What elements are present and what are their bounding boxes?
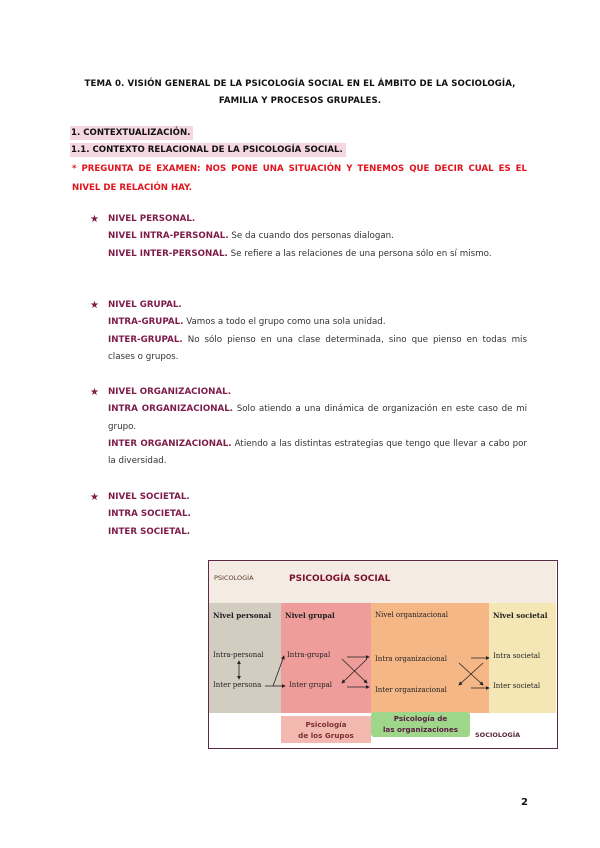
term-text: No sólo pienso en una clase determinada, sino que pienso en todas mis clases o grupos. xyxy=(108,334,527,362)
star-bullet-icon: ★ xyxy=(90,214,99,225)
title-line-2: FAMILIA Y PROCESOS GRUPALES. xyxy=(218,95,382,106)
section-nivel-personal xyxy=(90,211,527,263)
column-inter: Inter societal xyxy=(493,682,541,690)
definition-inter-grupal xyxy=(108,332,527,367)
page-number: 2 xyxy=(521,797,528,808)
heading-contexto-relacional: 1.1. CONTEXTO RELACIONAL DE LA PSICOLOGÍA SOCIAL. xyxy=(70,143,346,157)
definition-inter-societal xyxy=(108,524,527,541)
term-label: INTRA ORGANIZACIONAL. xyxy=(108,404,234,415)
term-label: INTRA-GRUPAL. xyxy=(108,317,184,328)
label-psicologia: PSICOLOGÍA xyxy=(214,574,254,582)
column-inter: Inter grupal xyxy=(289,681,333,689)
column-header: Nivel organizacional xyxy=(375,611,449,619)
term-label: INTRA SOCIETAL. xyxy=(108,509,191,520)
column-header: Nivel societal xyxy=(493,611,548,620)
column-intra: Intra-personal xyxy=(213,651,264,659)
term-text: Vamos a todo el grupo como una sola unidad. xyxy=(183,317,386,328)
box-line: de los Grupos xyxy=(298,731,354,740)
section-nivel-societal xyxy=(90,489,527,541)
section-title: NIVEL SOCIETAL. xyxy=(108,492,190,502)
definition-intra-grupal xyxy=(108,314,527,331)
section-title: NIVEL ORGANIZACIONAL. xyxy=(108,387,231,397)
page-title xyxy=(60,76,540,109)
section-nivel-organizacional xyxy=(90,384,527,470)
arrow-diagonal-icon xyxy=(265,656,284,686)
definition-inter-personal xyxy=(108,246,527,263)
definition-intra-organizacional xyxy=(108,401,527,436)
label-sociologia: SOCIOLOGÍA xyxy=(475,731,521,739)
column-inter: Inter persona xyxy=(213,681,262,689)
box-line: Psicología xyxy=(305,720,347,729)
heading-contextualizacion: 1. CONTEXTUALIZACIÓN. xyxy=(70,126,193,140)
term-text: Se da cuando dos personas dialogan. xyxy=(228,231,394,242)
term-label: INTER ORGANIZACIONAL. xyxy=(108,438,232,449)
box-psicologia-grupos xyxy=(281,716,371,743)
box-line: Psicología de xyxy=(393,714,448,723)
term-label: INTER-GRUPAL. xyxy=(108,334,183,345)
term-text: Solo atiendo a una dinámica de organización en este caso de mi grupo. xyxy=(108,404,528,432)
box-psicologia-organizaciones xyxy=(371,712,470,737)
section-title: NIVEL PERSONAL. xyxy=(108,214,196,224)
exam-note: * PREGUNTA DE EXAMEN: NOS PONE UNA SITUACIÓN Y TENEMOS QUE DECIR CUAL ES EL NIVEL DE RELACIÓN HAY. xyxy=(72,164,527,193)
definition-inter-organizacional xyxy=(108,436,527,471)
levels-diagram xyxy=(208,560,558,749)
term-label: NIVEL INTER-PERSONAL. xyxy=(108,248,228,259)
column-header: Nivel grupal xyxy=(285,611,335,620)
definition-intra-societal xyxy=(108,506,527,523)
title-line-1: TEMA 0. VISIÓN GENERAL DE LA PSICOLOGÍA SOCIAL EN EL ÁMBITO DE LA SOCIOLOGÍA, xyxy=(84,79,516,89)
star-bullet-icon: ★ xyxy=(90,300,99,311)
star-bullet-icon: ★ xyxy=(90,492,99,503)
column-intra: Intra societal xyxy=(493,652,541,660)
star-bullet-icon: ★ xyxy=(90,387,99,398)
section-nivel-grupal xyxy=(90,297,527,366)
term-label: INTER SOCIETAL. xyxy=(108,526,191,537)
label-psicologia-social: PSICOLOGÍA SOCIAL xyxy=(289,574,391,584)
column-intra: Intra organizacional xyxy=(375,655,447,663)
term-text: Atiendo a las distintas estrategias que tengo que llevar a cabo por la diversidad. xyxy=(108,438,528,467)
column-header: Nivel personal xyxy=(213,611,272,620)
definition-intra-personal xyxy=(108,228,527,245)
term-label: NIVEL INTRA-PERSONAL. xyxy=(108,231,229,242)
column-inter: Inter organizacional xyxy=(375,686,447,694)
box-line: las organizaciones xyxy=(382,724,459,734)
section-title: NIVEL GRUPAL. xyxy=(108,300,182,310)
column-intra: Intra-grupal xyxy=(287,651,331,659)
term-text: Se refiere a las relaciones de una persona sólo en sí mismo. xyxy=(227,248,492,259)
